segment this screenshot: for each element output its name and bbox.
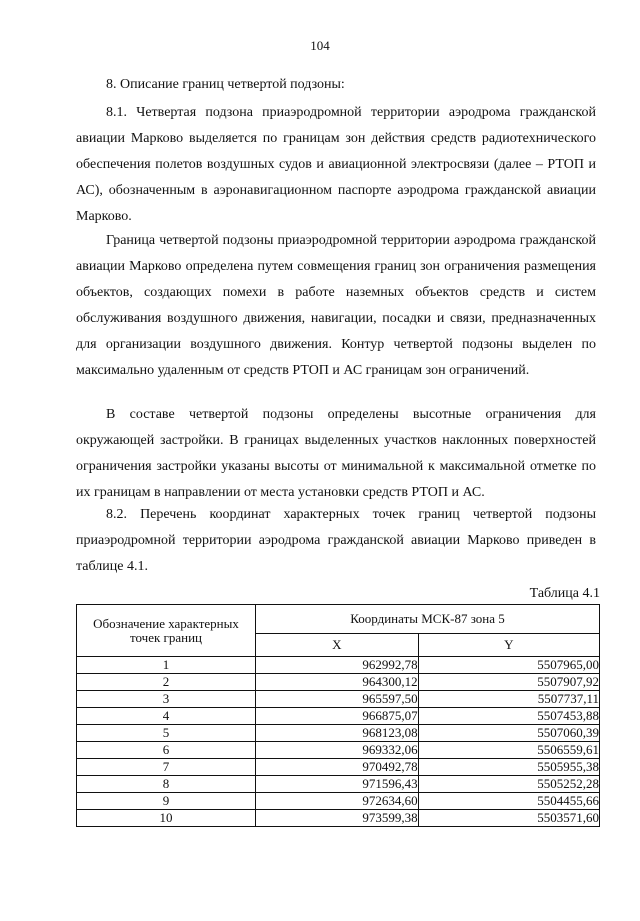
coord-x: 971596,43	[256, 776, 419, 793]
table-row	[77, 674, 600, 691]
section-title: 8. Описание границ четвертой подзоны:	[106, 77, 345, 92]
paragraph-8-1: 8.1. Четвертая подзона приаэродромной территории аэродрома гражданской авиации Марково выделяется по границам зон действия средств радиотехнического обеспечения полетов воздушных судов и авиационной электросвязи (далее – РТОП и АС), обозначенным в аэронавигационном паспорте аэродрома гражданской авиации Марково.	[76, 105, 596, 224]
coord-x: 972634,60	[256, 793, 419, 810]
table-row	[77, 708, 600, 725]
paragraph-heights: В составе четвертой подзоны определены высотные ограничения для окружающей застройки. В границах выделенных участков наклонных поверхностей ограничения застройки указаны высоты от минимальной к максимальной отметке по их границам в направлении от места установки средств РТОП и АС.	[76, 407, 596, 500]
paragraph-heights-block	[76, 402, 596, 506]
table-row	[77, 657, 600, 674]
page-number: 104	[310, 38, 330, 53]
table-row	[77, 793, 600, 810]
table-row	[77, 776, 600, 793]
header-x: X	[256, 634, 419, 657]
coord-x: 968123,08	[256, 725, 419, 742]
table-row	[77, 759, 600, 776]
coord-y: 5505252,28	[418, 776, 599, 793]
point-number: 5	[77, 725, 256, 742]
point-number: 4	[77, 708, 256, 725]
coord-y: 5506559,61	[418, 742, 599, 759]
point-number: 9	[77, 793, 256, 810]
header-designation: Обозначение характерных точек границ	[77, 605, 256, 657]
point-number: 3	[77, 691, 256, 708]
table-row	[77, 742, 600, 759]
coordinates-table	[76, 604, 600, 827]
header-coordinates: Координаты МСК-87 зона 5	[256, 605, 600, 634]
coord-x: 969332,06	[256, 742, 419, 759]
section-body	[76, 72, 596, 230]
paragraph-8-2-block	[76, 502, 596, 580]
coord-x: 970492,78	[256, 759, 419, 776]
coord-y: 5507453,88	[418, 708, 599, 725]
coord-x: 966875,07	[256, 708, 419, 725]
point-number: 2	[77, 674, 256, 691]
coord-y: 5507907,92	[418, 674, 599, 691]
point-number: 8	[77, 776, 256, 793]
paragraph-border-block	[76, 228, 596, 384]
point-number: 7	[77, 759, 256, 776]
point-number: 10	[77, 810, 256, 827]
table-row	[77, 810, 600, 827]
coord-y: 5505955,38	[418, 759, 599, 776]
paragraph-border: Граница четвертой подзоны приаэродромной территории аэродрома гражданской авиации Марково определена путем совмещения границ зон ограничения размещения объектов, создающих помехи в работе наземных объектов средств и систем обслуживания воздушного движения, навигации, посадки и связи, предназначенных для организации воздушного движения. Контур четвертой подзоны выделен по максимально удаленным от средств РТОП и АС границам зон ограничений.	[76, 233, 596, 378]
paragraph-8-2: 8.2. Перечень координат характерных точек границ четвертой подзоны приаэродромной территории аэродрома гражданской авиации Марково приведен в таблице 4.1.	[76, 507, 596, 574]
coord-y: 5503571,60	[418, 810, 599, 827]
point-number: 6	[77, 742, 256, 759]
coord-x: 965597,50	[256, 691, 419, 708]
point-number: 1	[77, 657, 256, 674]
coord-y: 5507737,11	[418, 691, 599, 708]
coord-x: 964300,12	[256, 674, 419, 691]
coord-y: 5507965,00	[418, 657, 599, 674]
table-row	[77, 691, 600, 708]
table-caption: Таблица 4.1	[529, 586, 600, 601]
coord-x: 962992,78	[256, 657, 419, 674]
coord-y: 5504455,66	[418, 793, 599, 810]
header-y: Y	[418, 634, 599, 657]
coord-y: 5507060,39	[418, 725, 599, 742]
table-row	[77, 725, 600, 742]
coord-x: 973599,38	[256, 810, 419, 827]
